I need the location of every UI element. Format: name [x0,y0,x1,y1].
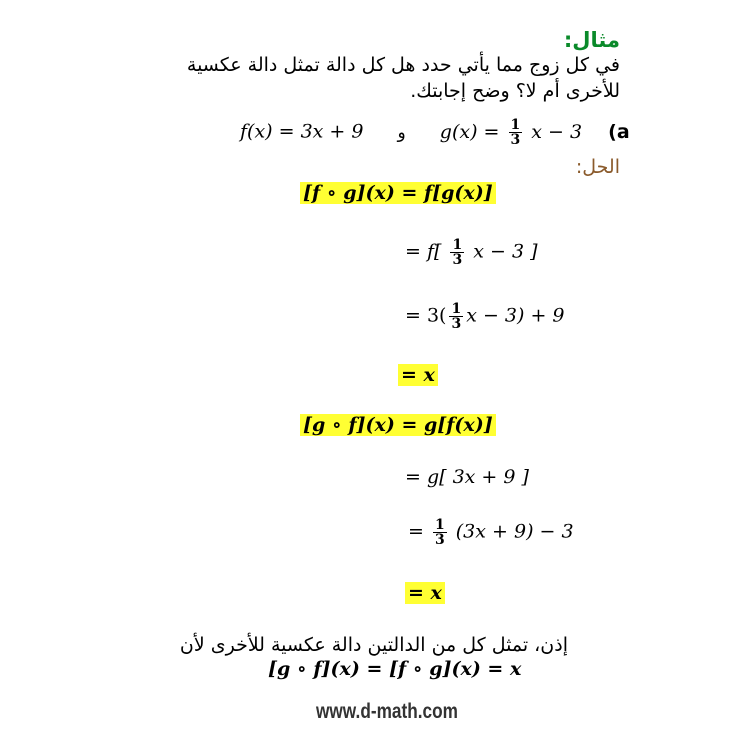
fog-step-2-fraction: $\frac{1}{3}$ [451,301,462,332]
gof-step-2: = $\frac{1}{3}$ (3x + 9) − 3 [408,517,574,548]
gof-header: [g ∘ f](x) = g[f(x)] [300,414,496,436]
solution-label: الحل: [575,156,620,178]
gof-result: = x [405,582,445,604]
part-a-definitions [240,118,630,147]
conclusion-line-2: [g ∘ f](x) = [f ∘ g](x) = x [268,658,522,680]
f-definition: f(x) = 3x + 9 [240,120,364,143]
and-word: و [397,122,406,143]
part-a-label: (a [608,120,630,143]
fog-step-1: = f[ $\frac{1}{3}$ x − 3 ] [405,237,538,268]
conclusion-line-1: إذن، تمثل كل من الدالتين دالة عكسية للأخرى لأن [179,634,568,656]
fog-step-2: = 3( $\frac{1}{3}$ x − 3) + 9 [405,301,565,332]
question-line-2: للأخرى أم لا؟ وضح إجابتك. [410,80,620,102]
question-line-1: في كل زوج مما يأتي حدد هل كل دالة تمثل دالة عكسية [186,54,620,76]
example-heading: مثال: [563,28,620,52]
fog-step-1-fraction: $\frac{1}{3}$ [452,237,463,268]
g-fraction: $\frac{1}{3}$ [510,117,521,148]
gof-step-2-fraction: $\frac{1}{3}$ [434,517,445,548]
watermark: www.d-math.com [316,700,458,723]
fog-result: = x [398,364,438,386]
g-definition: g(x) = $\frac{1}{3}$ x − 3 [439,117,583,148]
fog-header: [f ∘ g](x) = f[g(x)] [300,182,496,204]
gof-step-1: = g[ 3x + 9 ] [405,466,529,488]
